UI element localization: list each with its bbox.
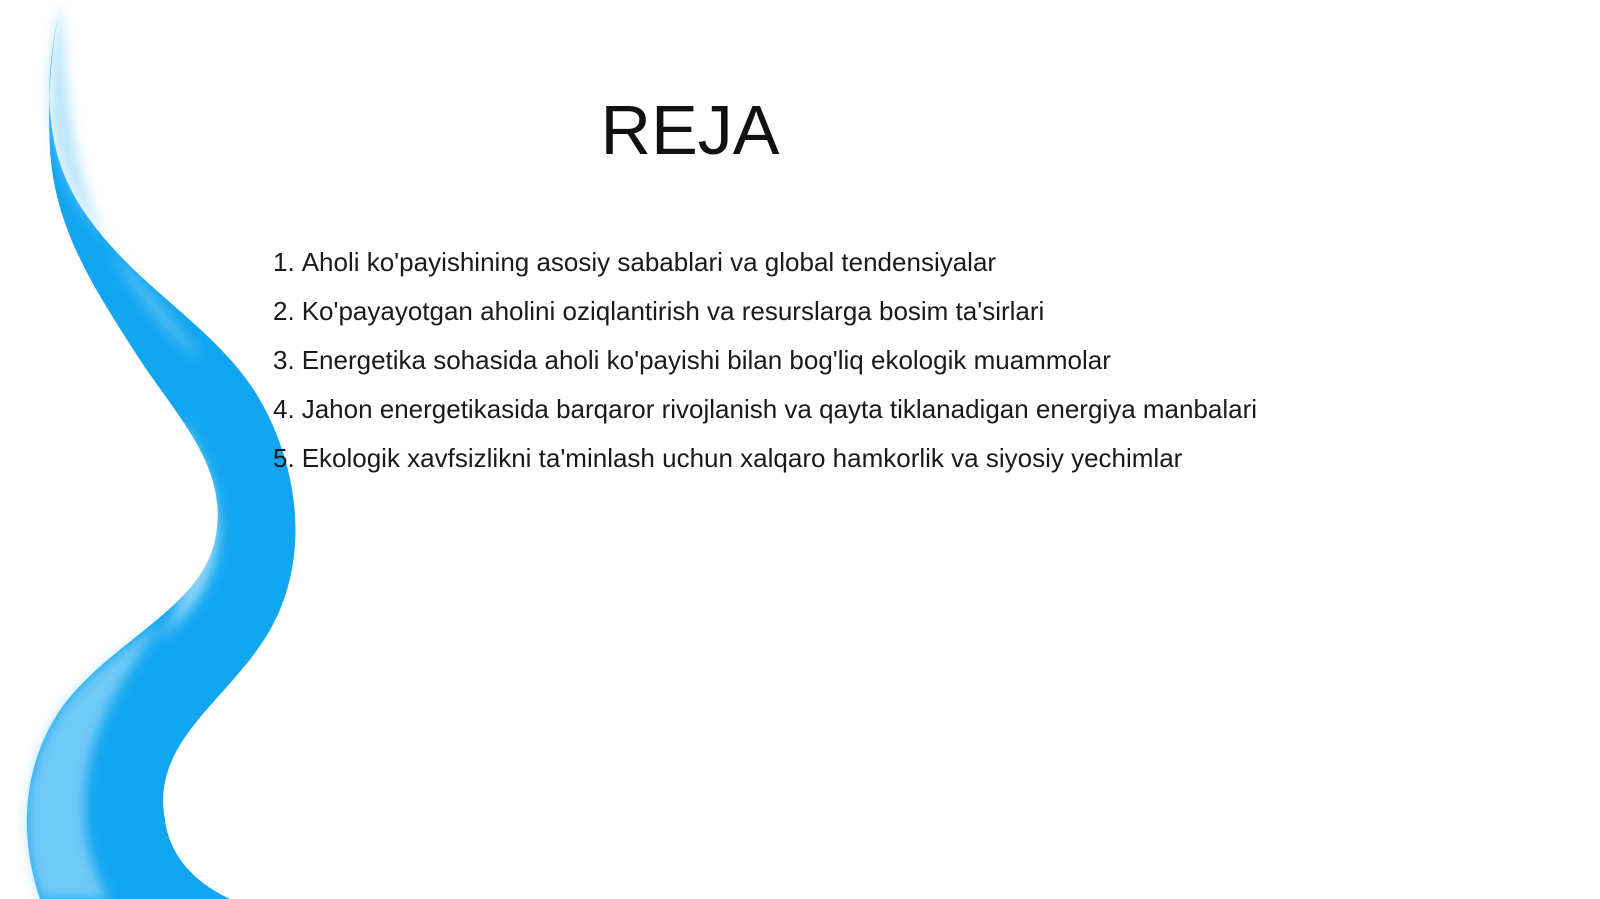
slide-title: REJA: [600, 91, 780, 169]
list-item-text: Jahon energetikasida barqaror rivojlanish va qayta tiklanadigan energiya manbalari: [301, 394, 1258, 424]
plan-list: [273, 238, 1257, 483]
list-item-text: Ko'payayotgan aholini oziqlantirish va resurslarga bosim ta'sirlari: [301, 296, 1045, 326]
list-item: [273, 238, 1257, 287]
list-item: [273, 336, 1257, 385]
list-item-number: 3.: [273, 345, 295, 375]
list-item-number: 4.: [273, 394, 295, 424]
list-item-number: 5.: [273, 443, 295, 473]
list-item-number: 2.: [273, 296, 295, 326]
list-item-text: Ekologik xavfsizlikni ta'minlash uchun xalqaro hamkorlik va siyosiy yechimlar: [301, 443, 1183, 473]
list-item-number: 1.: [273, 247, 295, 277]
list-item-text: Energetika sohasida aholi ko'payishi bilan bog'liq ekologik muammolar: [301, 345, 1111, 375]
list-item: [273, 385, 1257, 434]
list-item-text: Aholi ko'payishining asosiy sabablari va global tendensiyalar: [301, 247, 997, 277]
list-item: [273, 434, 1257, 483]
list-item: [273, 287, 1257, 336]
